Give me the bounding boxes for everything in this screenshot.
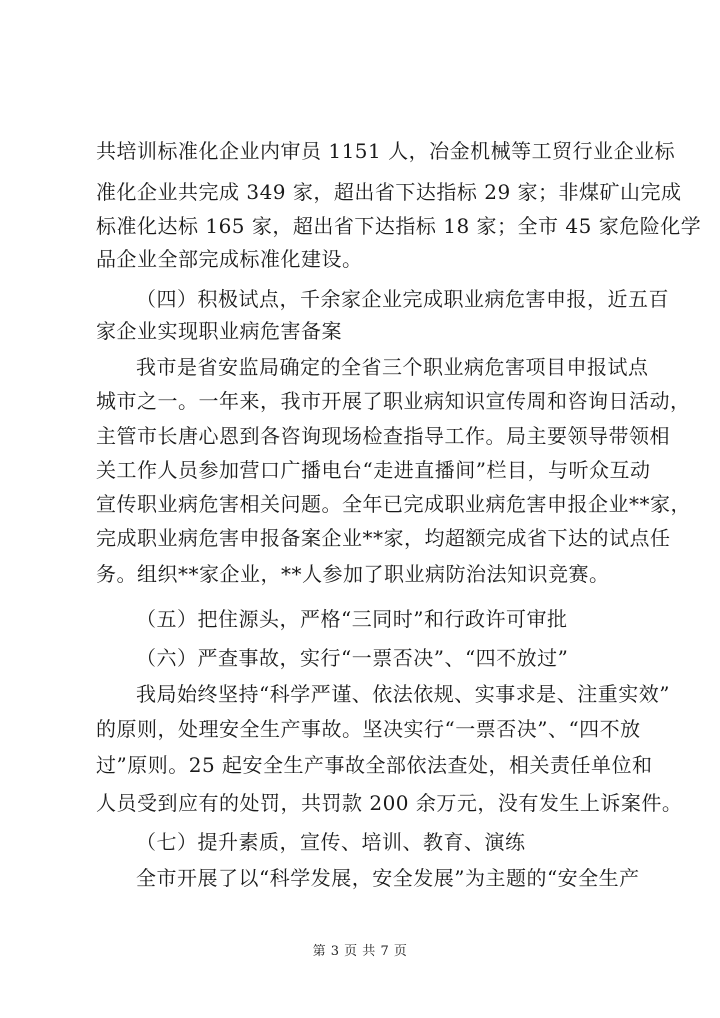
text-line: 完成职业病危害申报备案企业**家，均超额完成省下达的试点任 <box>96 526 671 550</box>
text-line: 我局始终坚持“科学严谨、依法依规、实事求是、注重实效” <box>136 682 670 706</box>
section-heading-continued: 家企业实现职业病危害备案 <box>96 319 342 343</box>
text-line: 过”原则。25 起安全生产事故全部依法查处，相关责任单位和 <box>96 753 653 777</box>
page-number-footer: 第 3 页 共 7 页 <box>312 944 408 959</box>
text-line: 主管市长唐心恩到各咨询现场检查指导工作。局主要领导带领相 <box>96 424 670 448</box>
text-line: 宣传职业病危害相关问题。全年已完成职业病危害申报企业**家， <box>96 492 691 516</box>
text-line: 品企业全部完成标准化建设。 <box>96 247 363 271</box>
text-line: 务。组织**家企业，**人参加了职业病防治法知识竞赛。 <box>96 562 610 586</box>
text-line: 城市之一。一年来，我市开展了职业病知识宣传周和咨询日活动， <box>96 389 691 413</box>
text-line: 共培训标准化企业内审员 1151 人，冶金机械等工贸行业企业标 <box>96 139 676 163</box>
text-line: 标准化达标 165 家，超出省下达指标 18 家；全市 45 家危险化学 <box>96 214 702 238</box>
section-heading: （五）把住源头，严格“三同时”和行政许可审批 <box>136 607 568 631</box>
text-line: 全市开展了以“科学发展，安全发展”为主题的“安全生产 <box>136 866 640 890</box>
section-heading: （四）积极试点，千余家企业完成职业病危害申报，近五百 <box>136 287 669 311</box>
text-line: 关工作人员参加营口广播电台“走进直播间”栏目，与听众互动 <box>96 458 651 482</box>
section-heading: （六）严查事故，实行“一票否决”、“四不放过” <box>136 646 569 670</box>
text-line: 我市是省安监局确定的全省三个职业病危害项目申报试点 <box>136 355 649 379</box>
text-line: 人员受到应有的处罚，共罚款 200 余万元，没有发生上诉案件。 <box>96 791 683 815</box>
text-line: 准化企业共完成 349 家，超出省下达指标 29 家；非煤矿山完成 <box>96 180 682 204</box>
text-line: 的原则，处理安全生产事故。坚决实行“一票否决”、“四不放 <box>96 717 641 741</box>
section-heading: （七）提升素质，宣传、培训、教育、演练 <box>136 830 526 854</box>
